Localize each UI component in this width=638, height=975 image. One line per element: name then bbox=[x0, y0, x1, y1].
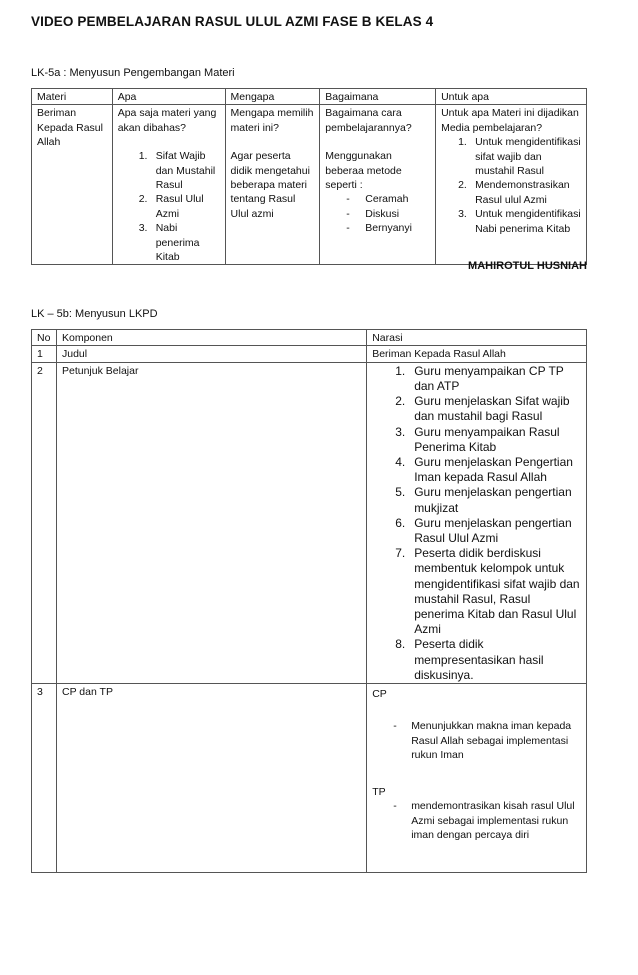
header-apa: Apa bbox=[112, 89, 225, 105]
apa-list bbox=[118, 149, 220, 264]
lk5b-header-row bbox=[32, 330, 587, 346]
list-item: 3. Nabi penerima Kitab bbox=[139, 221, 220, 264]
list-item: 1. Guru menyampaikan CP TP dan ATP bbox=[395, 364, 581, 394]
lk5b-table bbox=[31, 329, 587, 873]
list-item: 8. Peserta didik mempresentasikan hasil diskusinya. bbox=[395, 637, 581, 683]
materi-text: Beriman Kepada Rasul Allah bbox=[37, 107, 103, 149]
lk5a-table bbox=[31, 88, 587, 265]
cell-materi bbox=[32, 105, 113, 265]
header-untuk-apa: Untuk apa bbox=[436, 89, 587, 105]
list-item: 5. Guru menjelaskan pengertian mukjizat bbox=[395, 485, 581, 515]
untuk-apa-question: Untuk apa Materi ini dijadikan Media pembelajaran? bbox=[441, 107, 579, 134]
table-row bbox=[32, 346, 587, 362]
row-narasi: Beriman Kepada Rasul Allah bbox=[367, 346, 587, 362]
mengapa-question: Mengapa memilih materi ini? bbox=[230, 107, 314, 134]
list-item: - Ceramah bbox=[346, 192, 430, 206]
row-komponen: Judul bbox=[56, 346, 366, 362]
cell-bagaimana bbox=[320, 105, 436, 265]
row-komponen: CP dan TP bbox=[56, 684, 366, 873]
cp-label: CP bbox=[372, 688, 387, 701]
list-item: 2. Rasul Ulul Azmi bbox=[139, 192, 220, 221]
cell-mengapa bbox=[225, 105, 320, 265]
header-mengapa: Mengapa bbox=[225, 89, 320, 105]
list-item: - Menunjukkan makna iman kepada Rasul Allah sebagai implementasi rukun Iman bbox=[393, 719, 581, 762]
lk5a-heading: LK-5a : Menyusun Pengembangan Materi bbox=[31, 67, 235, 79]
cell-apa bbox=[112, 105, 225, 265]
bagaimana-question: Bagaimana cara pembelajarannya? bbox=[325, 107, 412, 134]
petunjuk-steps-list bbox=[372, 364, 581, 683]
row-narasi bbox=[367, 362, 587, 683]
lk5b-heading: LK – 5b: Menyusun LKPD bbox=[31, 308, 158, 320]
header-bagaimana: Bagaimana bbox=[320, 89, 436, 105]
row-no: 2 bbox=[32, 362, 57, 683]
document-title: VIDEO PEMBELAJARAN RASUL ULUL AZMI FASE B KELAS 4 bbox=[31, 14, 434, 29]
tp-list bbox=[372, 799, 581, 842]
header-narasi: Narasi bbox=[367, 330, 587, 346]
lk5a-body-row bbox=[32, 105, 587, 265]
untuk-apa-list bbox=[441, 135, 581, 236]
header-materi: Materi bbox=[32, 89, 113, 105]
table-row bbox=[32, 362, 587, 683]
list-item: 7. Peserta didik berdiskusi membentuk kelompok untuk mengidentifikasi sifat wajib dan mustahil Rasul, Rasul penerima Kitab dan Rasul Ulul Azmi bbox=[395, 546, 581, 637]
row-no: 3 bbox=[32, 684, 57, 873]
list-item: - Diskusi bbox=[346, 207, 430, 221]
cp-list bbox=[372, 719, 581, 762]
row-no: 1 bbox=[32, 346, 57, 362]
lk5a-header-row bbox=[32, 89, 587, 105]
list-item: 2. Mendemonstrasikan Rasul ulul Azmi bbox=[458, 178, 581, 207]
mengapa-answer: Agar peserta didik mengetahui beberapa materi tentang Rasul Ulul azmi bbox=[230, 150, 310, 220]
list-item: - Bernyanyi bbox=[346, 221, 430, 235]
header-no: No bbox=[32, 330, 57, 346]
list-item: - mendemontrasikan kisah rasul Ulul Azmi sebagai implementasi rukun iman dengan percaya diri bbox=[393, 799, 581, 842]
cell-untuk-apa bbox=[436, 105, 587, 265]
list-item: 3. Guru menyampaikan Rasul Penerima Kitab bbox=[395, 425, 581, 455]
apa-question: Apa saja materi yang akan dibahas? bbox=[117, 107, 217, 134]
list-item: 4. Guru menjelaskan Pengertian Iman kepada Rasul Allah bbox=[395, 455, 581, 485]
row-komponen: Petunjuk Belajar bbox=[56, 362, 366, 683]
list-item: 1. Untuk mengidentifikasi sifat wajib dan mustahil Rasul bbox=[458, 135, 581, 178]
list-item: 6. Guru menjelaskan pengertian Rasul Ulul Azmi bbox=[395, 516, 581, 546]
author-name: MAHIROTUL HUSNIAH bbox=[468, 260, 587, 272]
list-item: 1. Sifat Wajib dan Mustahil Rasul bbox=[139, 149, 220, 192]
tp-label: TP bbox=[372, 785, 386, 798]
row-narasi bbox=[367, 684, 587, 873]
list-item: 3. Untuk mengidentifikasi Nabi penerima Kitab bbox=[458, 207, 581, 236]
list-item: 2. Guru menjelaskan Sifat wajib dan mustahil bagi Rasul bbox=[395, 394, 581, 424]
bagaimana-intro: Menggunakan beberaa metode seperti : bbox=[325, 150, 402, 192]
header-komponen: Komponen bbox=[56, 330, 366, 346]
bagaimana-list bbox=[325, 192, 430, 235]
table-row bbox=[32, 684, 587, 873]
